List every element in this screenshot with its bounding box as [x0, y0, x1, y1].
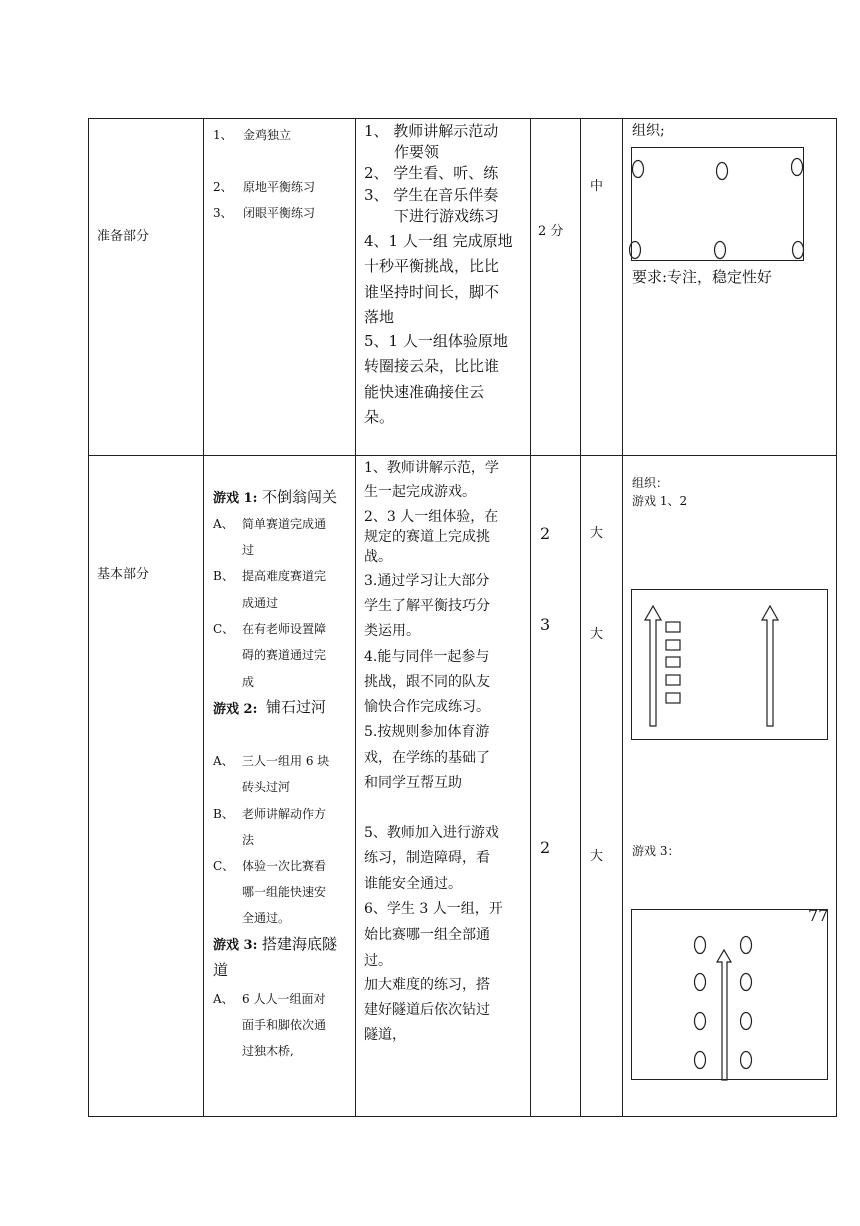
game1-item-line: 过: [242, 543, 255, 557]
basic-method-line: 愉快合作完成练习。: [364, 699, 490, 715]
game2-intensity: 大: [590, 627, 604, 642]
game2-item-line: 体验一次比赛看: [242, 859, 327, 873]
prep-intensity: 中: [590, 179, 604, 194]
up-arrow-icon: [717, 950, 731, 1080]
prep-content-num-2: 2、: [213, 180, 233, 194]
prep-method-line: 作要领: [394, 143, 440, 161]
prep-method-line: 2、 学生看、听、练: [364, 164, 499, 182]
prep-content-text-1: 金鸡独立: [243, 128, 292, 142]
prep-method-line: 3、 学生在音乐伴奏: [364, 186, 499, 204]
basic-org-label: 组织：: [632, 476, 669, 490]
game1-title-prefix: 游戏 1:: [213, 491, 258, 506]
basic-method-line: 始比赛哪一组全部通: [364, 927, 490, 943]
block-marker: [666, 675, 680, 685]
prep-method-line: 十秒平衡挑战，比比: [364, 257, 500, 275]
game2-item-letter: A、: [213, 754, 234, 768]
game2-time: 3: [540, 615, 551, 634]
circle-marker: [695, 937, 706, 954]
game1-item-line: 碍的赛道通过完: [242, 648, 327, 662]
game3-title-prefix: 游戏 3:: [213, 938, 258, 953]
circle-marker: [741, 1052, 752, 1069]
page-number: 77: [808, 906, 829, 925]
circle-marker: [741, 974, 752, 991]
game2-item-letter: C、: [213, 859, 235, 873]
prep-method-line: 5、1 人一组体验原地: [364, 332, 508, 350]
circle-marker: [695, 1052, 706, 1069]
basic-method-line: 类运用。: [364, 623, 420, 639]
block-marker: [666, 640, 680, 650]
game3-title-cont: 道: [213, 961, 229, 979]
basic-method-line: 1、教师讲解示范，学: [364, 460, 499, 476]
basic-method-line: 和同学互帮互助: [364, 775, 462, 791]
basic-method-line: 2、3 人一组体验，在: [364, 509, 499, 525]
up-arrow-icon: [645, 606, 661, 726]
prep-section-label: 准备部分: [97, 229, 150, 244]
game1-item-letter: C、: [213, 622, 235, 636]
basic-method-line: 戏，在学练的基础了: [364, 750, 490, 766]
block-marker: [666, 657, 680, 667]
prep-method-line: 转圈接云朵，比比谁: [364, 357, 500, 375]
circle-marker: [633, 161, 644, 178]
col-border-0: [88, 118, 89, 1117]
basic-method-line: 3.通过学习让大部分: [364, 573, 490, 589]
basic-method-line: 学生了解平衡技巧分: [364, 598, 490, 614]
basic-method-line: 建好隧道后依次钻过: [364, 1002, 490, 1018]
game1-item-line: 简单赛道完成通: [242, 517, 327, 531]
circle-marker: [741, 937, 752, 954]
game2-item-line: 全通过。: [242, 911, 291, 925]
game2-title: 铺石过河: [266, 698, 327, 716]
circle-marker: [630, 242, 641, 259]
basic-method-line: 4.能与同伴一起参与: [364, 649, 490, 665]
block-marker: [666, 622, 680, 632]
formation-circles: [632, 148, 805, 262]
prep-content-text-2: 原地平衡练习: [243, 180, 316, 194]
prep-method-line: 能快速准确接住云: [364, 383, 485, 401]
prep-content-num-3: 3、: [213, 206, 233, 220]
basic-method-line: 过。: [364, 953, 392, 969]
game3-intensity: 大: [590, 849, 604, 864]
game1-item-letter: B、: [213, 569, 234, 583]
game1-title: 不倒翁闯关: [262, 488, 338, 506]
basic-method-line: 练习，制造障碍，看: [364, 850, 490, 866]
circle-marker: [793, 242, 804, 259]
col-border-1: [203, 118, 204, 1117]
basic-method-line: 战。: [364, 549, 392, 565]
game1-item-line: 提高难度赛道完: [242, 569, 327, 583]
prep-content-text-3: 闭眼平衡练习: [243, 206, 316, 220]
prep-content-num-1: 1、: [213, 128, 233, 142]
col-border-3: [530, 118, 531, 1117]
game3-item-letter: A、: [213, 992, 234, 1006]
basic-org-game3: 游戏 3：: [632, 844, 680, 858]
basic-org-games12: 游戏 1、2: [632, 494, 688, 508]
circle-marker: [695, 1013, 706, 1030]
basic-method-line: 隧道，: [364, 1027, 406, 1043]
game1-item-line: 成: [242, 675, 255, 689]
game2-item-letter: B、: [213, 807, 234, 821]
game3-diagram: [631, 906, 829, 1080]
game1-intensity: 大: [590, 526, 604, 541]
basic-method-line: 挑战，跟不同的队友: [364, 674, 490, 690]
game1-item-line: 在有老师设置障: [242, 622, 327, 636]
game3-time: 2: [540, 838, 551, 857]
row-divider: [88, 455, 837, 456]
prep-method-line: 落地: [364, 308, 395, 326]
prep-requirement: 要求:专注，稳定性好: [632, 268, 773, 286]
col-border-6: [836, 118, 837, 1117]
block-marker: [666, 693, 680, 703]
table-bottom-border: [88, 1116, 837, 1117]
game2-title-prefix: 游戏 2:: [213, 702, 258, 717]
arrows-and-blocks: [632, 590, 829, 741]
game2-item-line: 哪一组能快速安: [242, 885, 327, 899]
game3-item-line: 面手和脚依次通: [242, 1018, 327, 1032]
table-top-border: [88, 118, 837, 119]
basic-section-label: 基本部分: [97, 567, 150, 582]
basic-method-line: 6、学生 3 人一组，开: [364, 901, 503, 917]
basic-method-line: 5.按规则参加体育游: [364, 724, 490, 740]
basic-method-line: 谁能安全通过。: [364, 876, 462, 892]
game3-item-line: 过独木桥,: [242, 1044, 294, 1058]
game3-title: 搭建海底隧: [262, 935, 338, 953]
circle-marker: [741, 1013, 752, 1030]
prep-method-line: 1、 教师讲解示范动: [364, 122, 499, 140]
col-border-4: [580, 118, 581, 1117]
up-arrow-icon: [762, 606, 778, 726]
col-border-2: [355, 118, 356, 1117]
circle-marker: [792, 159, 803, 176]
prep-time: 2 分: [538, 224, 564, 239]
prep-formation-diagram: [631, 147, 804, 261]
prep-org-label: 组织;: [632, 123, 665, 139]
game1-time: 2: [540, 524, 551, 543]
games12-diagram: [631, 589, 828, 740]
circle-marker: [717, 163, 728, 180]
prep-method-line: 下进行游戏练习: [394, 207, 500, 225]
basic-method-line: 加大难度的练习，搭: [364, 977, 490, 993]
game1-item-letter: A、: [213, 517, 234, 531]
prep-method-line: 朵。: [364, 408, 395, 426]
basic-method-line: 规定的赛道上完成挑: [364, 529, 490, 545]
game1-item-line: 成通过: [242, 596, 279, 610]
game2-item-line: 三人一组用 6 块: [242, 754, 330, 768]
prep-method-line: 4、1 人一组 完成原地: [364, 232, 513, 250]
circle-marker: [695, 974, 706, 991]
game2-item-line: 法: [242, 833, 255, 847]
game3-item-line: 6 人人一组面对: [242, 992, 326, 1006]
basic-method-line: 5、教师加入进行游戏: [364, 825, 499, 841]
basic-method-line: 生一起完成游戏。: [364, 484, 476, 500]
circle-marker: [715, 242, 726, 259]
game2-item-line: 砖头过河: [242, 780, 291, 794]
prep-method-line: 谁坚持时间长，脚不: [364, 283, 500, 301]
col-border-5: [622, 118, 623, 1117]
game2-item-line: 老师讲解动作方: [242, 807, 327, 821]
tunnel-formation: [632, 906, 829, 1081]
